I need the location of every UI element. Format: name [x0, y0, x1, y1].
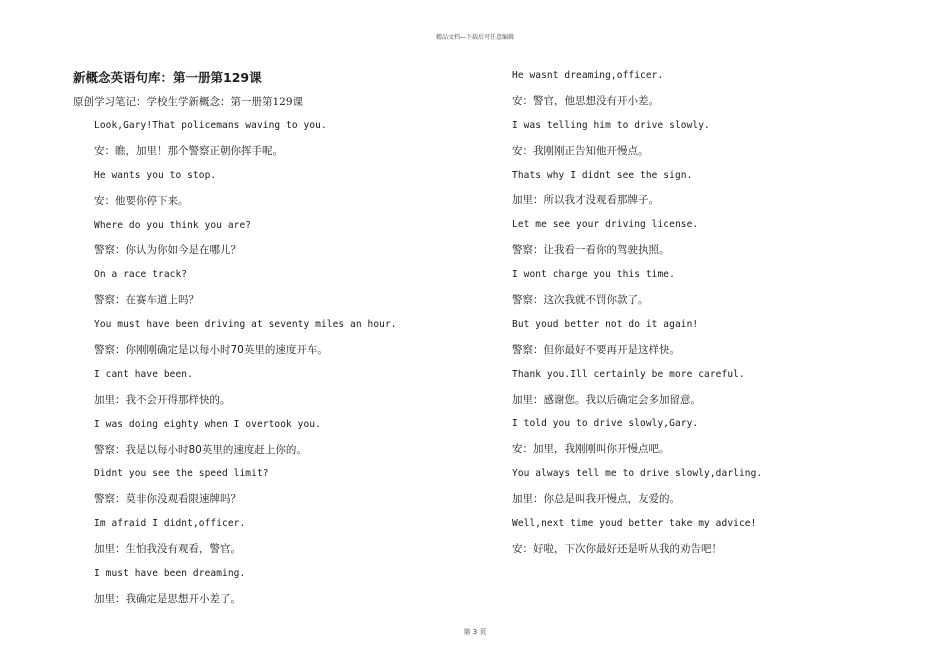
- english-sentence: I was telling him to drive slowly.: [512, 119, 710, 131]
- chinese-translation: 安：好啦，下次你最好还是听从我的劝告吧！: [512, 542, 722, 555]
- chinese-translation: 警察：让我看一看你的驾驶执照。: [512, 244, 670, 257]
- chinese-translation: 安：我刚刚正告知他开慢点。: [512, 144, 649, 157]
- english-sentence: I cant have been.: [94, 368, 193, 380]
- chinese-translation: 安：瞧，加里！那个警察正朝你挥手呢。: [94, 144, 283, 157]
- english-sentence: He wants you to stop.: [94, 169, 217, 181]
- chinese-translation: 加里：所以我才没观看那牌子。: [512, 194, 659, 207]
- chinese-translation: 警察：莫非你没观看限速牌吗？: [94, 493, 241, 506]
- document-title: 新概念英语句库：第一册第129课: [73, 70, 262, 85]
- chinese-translation: 加里：我不会开得那样快的。: [94, 393, 231, 406]
- chinese-translation: 安：他要你停下来。: [94, 194, 189, 207]
- english-sentence: I was doing eighty when I overtook you.: [94, 418, 321, 430]
- document-subtitle: 原创学习笔记：学校生学新概念：第一册第129课: [73, 96, 304, 108]
- chinese-translation: 警察：我是以每小时80英里的速度赶上你的。: [94, 443, 307, 456]
- chinese-translation: 警察：在赛车道上吗？: [94, 294, 199, 307]
- english-sentence: But youd better not do it again!: [512, 318, 699, 330]
- right-column: [512, 68, 912, 566]
- english-sentence: He wasnt dreaming,officer.: [512, 70, 664, 81]
- english-sentence: Look,Gary!That policemans waving to you.: [94, 120, 327, 131]
- chinese-translation: 加里：我确定是思想开小差了。: [94, 592, 241, 605]
- english-sentence: I must have been dreaming.: [94, 568, 246, 580]
- english-sentence: I wont charge you this time.: [512, 269, 675, 281]
- chinese-translation: 警察：你刚刚确定是以每小时70英里的速度开车。: [94, 344, 328, 357]
- left-column: [94, 118, 494, 616]
- english-sentence: I told you to drive slowly,Gary.: [512, 418, 699, 430]
- chinese-translation: 加里：生怕我没有观看，警官。: [94, 543, 241, 556]
- chinese-translation: 警察：这次我就不罚你款了。: [512, 294, 649, 307]
- page-number: 第 3 页: [463, 628, 487, 636]
- chinese-translation: 加里：你总是叫我开慢点，友爱的。: [512, 493, 680, 506]
- english-sentence: You always tell me to drive slowly,darling.: [512, 468, 763, 480]
- english-sentence: Thats why I didnt see the sign.: [512, 169, 693, 181]
- chinese-translation: 安：加里，我刚刚叫你开慢点吧。: [512, 443, 670, 456]
- english-sentence: Let me see your driving license.: [512, 219, 699, 231]
- chinese-translation: 加里：感谢您。我以后确定会多加留意。: [512, 393, 701, 406]
- english-sentence: Thank you.Ill certainly be more careful.: [512, 368, 745, 380]
- english-sentence: On a race track?: [94, 269, 188, 281]
- chinese-translation: 警察：但你最好不要再开是这样快。: [512, 343, 680, 356]
- english-sentence: Im afraid I didnt,officer.: [94, 518, 246, 530]
- english-sentence: You must have been driving at seventy miles an hour.: [94, 319, 397, 331]
- english-sentence: Well,next time youd better take my advice!: [512, 518, 757, 530]
- page-header-note: 精品文档—下载后可任意编辑: [435, 34, 514, 41]
- english-sentence: Where do you think you are?: [94, 219, 252, 231]
- chinese-translation: 安：警官，他思想没有开小差。: [512, 94, 659, 107]
- chinese-translation: 警察：你认为你如今是在哪儿？: [94, 244, 241, 257]
- english-sentence: Didnt you see the speed limit?: [94, 468, 269, 480]
